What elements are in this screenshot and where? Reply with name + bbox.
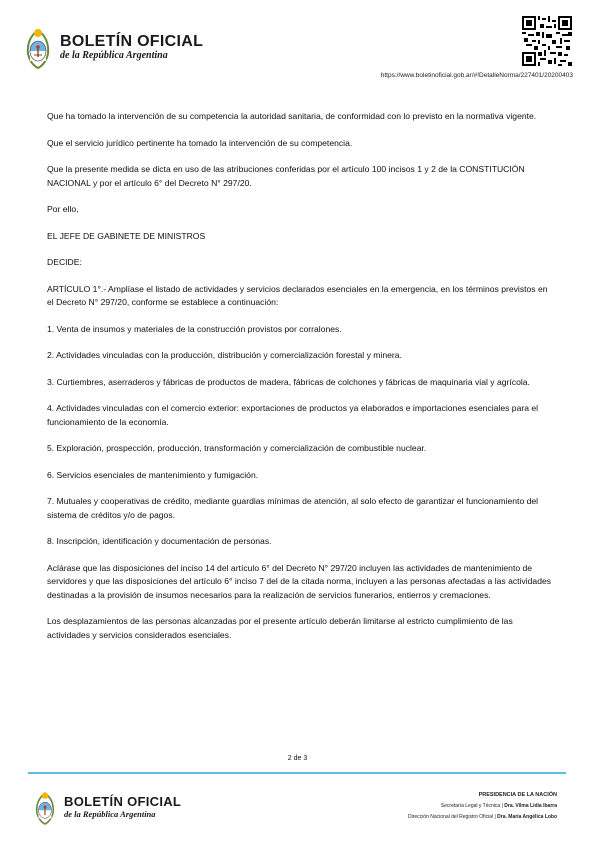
separator: |: [501, 803, 503, 809]
paragraph: Que ha tomado la intervención de su competencia la autoridad sanitaria, de conformidad con lo previsto en la normativa vigente.: [47, 111, 537, 121]
paragraph: Aclárase que las disposiciones del inciso 14 del artículo 6° del Decreto N° 297/20 incluyen las actividades de mantenimiento de servidores y que las disposiciones del artículo 6° inciso 7 del de la citada norma, incluyen a las personas afectadas a las actividades destinadas a la provisión de insumos necesarios para la realización de servicios funerarios, entierros y cremaciones.: [47, 562, 552, 600]
national-seal-icon: [32, 788, 58, 826]
separator: |: [494, 814, 496, 820]
paragraph: Que la presente medida se dicta en uso de las atribuciones conferidas por el artículo 100 incisos 1 y 2 de la CONSTITUCIÓN NACIONAL y por el artículo 6° del Decreto N° 297/20.: [47, 164, 525, 188]
list-item: 5. Exploración, prospección, producción, transformación y comercialización de combustible nuclear.: [47, 443, 427, 453]
list-item: 8. Inscripción, identificación y documentación de personas.: [47, 536, 272, 546]
list-item: 2. Actividades vinculadas con la producción, distribución y comercialización forestal y minera.: [47, 350, 402, 360]
secretaria-name: Dra. Vilma Lidia Ibarra: [504, 803, 557, 809]
qr-code-icon: [522, 16, 572, 66]
list-item: 3. Curtiembres, aserraderos y fábricas de productos de madera, fábricas de colchones y fábricas de maquinaria vial y agrícola.: [47, 376, 530, 387]
paragraph: Los desplazamientos de las personas alcanzadas por el presente artículo deberán limitarse al estricto cumplimiento de las actividades y servicios considerados esenciales.: [47, 616, 513, 640]
footer-brand-subtitle: de la República Argentina: [64, 809, 156, 819]
list-item: 6. Servicios esenciales de mantenimiento y fumigación.: [47, 469, 259, 480]
paragraph: Que el servicio jurídico pertinente ha tomado la intervención de su competencia.: [47, 137, 353, 148]
page-number: 2 de 3: [287, 755, 308, 762]
paragraph: Por ello,: [47, 204, 79, 214]
direccion-line: [408, 812, 557, 823]
presidencia-label: PRESIDENCIA DE LA NACIÓN: [478, 792, 557, 798]
list-item: 4. Actividades vinculadas con el comercio exterior: exportaciones de productos ya elaborados e importaciones esenciales para el funcionamiento de la economía.: [47, 403, 539, 427]
paragraph: DECIDE:: [47, 257, 82, 267]
document-body: [47, 110, 552, 655]
list-item: 7. Mutuales y cooperativas de crédito, mediante guardias mínimas de atención, al solo efecto de garantizar el funcionamiento del sistema de créditos y/o de pagos.: [47, 496, 539, 520]
list-item: 1. Venta de insumos y materiales de la construcción provistos por corralones.: [47, 323, 342, 334]
footer-logo: [32, 788, 181, 826]
secretaria-label: Secretaría Legal y Técnica: [440, 803, 501, 809]
brand-subtitle: de la República Argentina: [60, 49, 168, 61]
direccion-name: Dra. María Angélica Lobo: [497, 814, 557, 820]
secretaria-line: [408, 801, 557, 812]
national-seal-icon: [22, 24, 54, 70]
direccion-label: Dirección Nacional del Registro Oficial: [408, 814, 494, 820]
brand-title: BOLETÍN OFICIAL: [60, 32, 204, 50]
paragraph: ARTÍCULO 1°.- Amplíase el listado de actividades y servicios declarados esenciales en la emergencia, en los términos previstos en el Decreto N° 297/20, conforme se establece a continuación:: [47, 283, 548, 307]
document-url[interactable]: https://www.boletinoficial.gob.ar/#!DetalleNorma/227401/20200403: [380, 72, 573, 79]
header-logo: [22, 24, 203, 70]
footer-brand-title: BOLETÍN OFICIAL: [64, 794, 182, 809]
footer-credits: [408, 790, 557, 823]
footer-divider: [28, 772, 566, 774]
paragraph: EL JEFE DE GABINETE DE MINISTROS: [47, 230, 206, 241]
